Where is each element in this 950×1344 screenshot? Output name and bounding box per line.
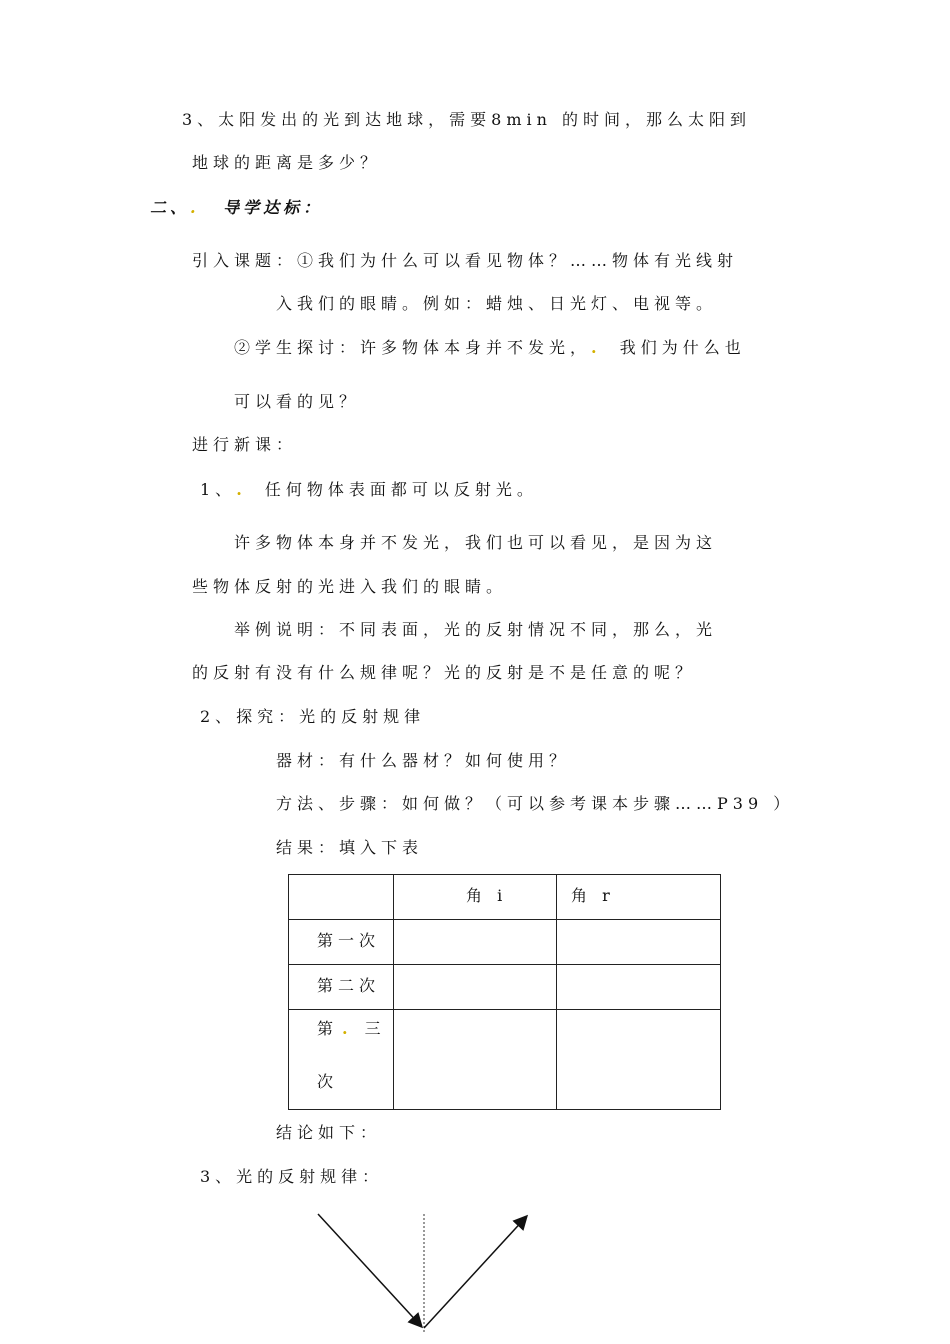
- result-table: [288, 874, 721, 1110]
- question3-line2: 地球的距离是多少？: [192, 153, 382, 172]
- intro-line2: 入我们的眼睛。例如：蜡烛、日光灯、电视等。: [276, 294, 718, 313]
- table-header-row: [289, 875, 721, 920]
- intro-line4: 可以看的见？: [234, 392, 361, 411]
- equipment: 器材：有什么器材？如何使用？: [276, 751, 571, 770]
- item1-text: 任何物体表面都可以反射光。: [264, 480, 538, 499]
- reflection-diagram: [300, 1200, 560, 1340]
- row-label-cell: [289, 920, 394, 965]
- conclusion: 结论如下：: [276, 1123, 382, 1142]
- angle-r-label: 角 r: [571, 886, 615, 905]
- marker-dot: .: [236, 480, 247, 499]
- para1-line1: 许多物体本身并不发光，我们也可以看见，是因为这: [234, 533, 718, 552]
- marker-dot: .: [591, 338, 602, 357]
- para1-line2: 些物体反射的光进入我们的眼睛。: [192, 577, 508, 596]
- intro-line3b: 我们为什么也: [619, 338, 746, 357]
- section2-number: 二、: [150, 198, 191, 217]
- table-header-cell: [394, 875, 557, 920]
- para2-line1: 举例说明：不同表面，光的反射情况不同，那么，光: [234, 620, 718, 639]
- para2-line2: 的反射有没有什么规律呢？光的反射是不是任意的呢？: [192, 663, 697, 682]
- table-cell: [557, 920, 721, 965]
- row3-part-b: 三: [364, 1019, 386, 1038]
- question3-line1: 3、太阳发出的光到达地球，需要8min 的时间，那么太阳到: [182, 110, 752, 129]
- row-label-cell: [289, 1010, 394, 1110]
- intro-line3a: ②学生探讨：许多物体本身并不发光，: [234, 338, 592, 357]
- row3-part-a: 第: [317, 1019, 339, 1038]
- marker-dot: .: [342, 1019, 353, 1038]
- result: 结果：填入下表: [276, 838, 424, 857]
- item1-number: 1、: [200, 480, 237, 499]
- table-cell: [394, 1010, 557, 1110]
- row3-part-c: 次: [317, 1072, 339, 1091]
- table-cell: [394, 920, 557, 965]
- section2-title: 导学达标：: [223, 198, 324, 217]
- item2: 2、探究：光的反射规律: [200, 707, 426, 726]
- table-row: [289, 920, 721, 965]
- marker-dot: .: [190, 198, 200, 217]
- table-cell: [557, 965, 721, 1010]
- row-label: [289, 1010, 393, 1039]
- table-header-cell: [557, 875, 721, 920]
- table-row: [289, 1010, 721, 1110]
- reflected-ray: [424, 1217, 526, 1328]
- item3: 3、光的反射规律：: [200, 1167, 384, 1186]
- table-row: [289, 965, 721, 1010]
- item1: [200, 480, 538, 500]
- angle-i-label: 角 i: [466, 886, 508, 905]
- table-header-cell: [289, 875, 394, 920]
- method: 方法、步骤：如何做？（可以参考课本步骤……P39 ）: [276, 794, 795, 813]
- intro-line3: [234, 338, 746, 358]
- row-label-cell: [289, 965, 394, 1010]
- new-lesson-heading: 进行新课：: [192, 435, 298, 454]
- row-label: 第二次: [317, 976, 381, 995]
- table-cell: [557, 1010, 721, 1110]
- section2-heading: [150, 198, 323, 218]
- row-label: 第一次: [317, 931, 381, 950]
- incident-ray: [318, 1214, 421, 1326]
- table-cell: [394, 965, 557, 1010]
- intro-line1: 引入课题：①我们为什么可以看见物体？……物体有光线射: [192, 251, 739, 270]
